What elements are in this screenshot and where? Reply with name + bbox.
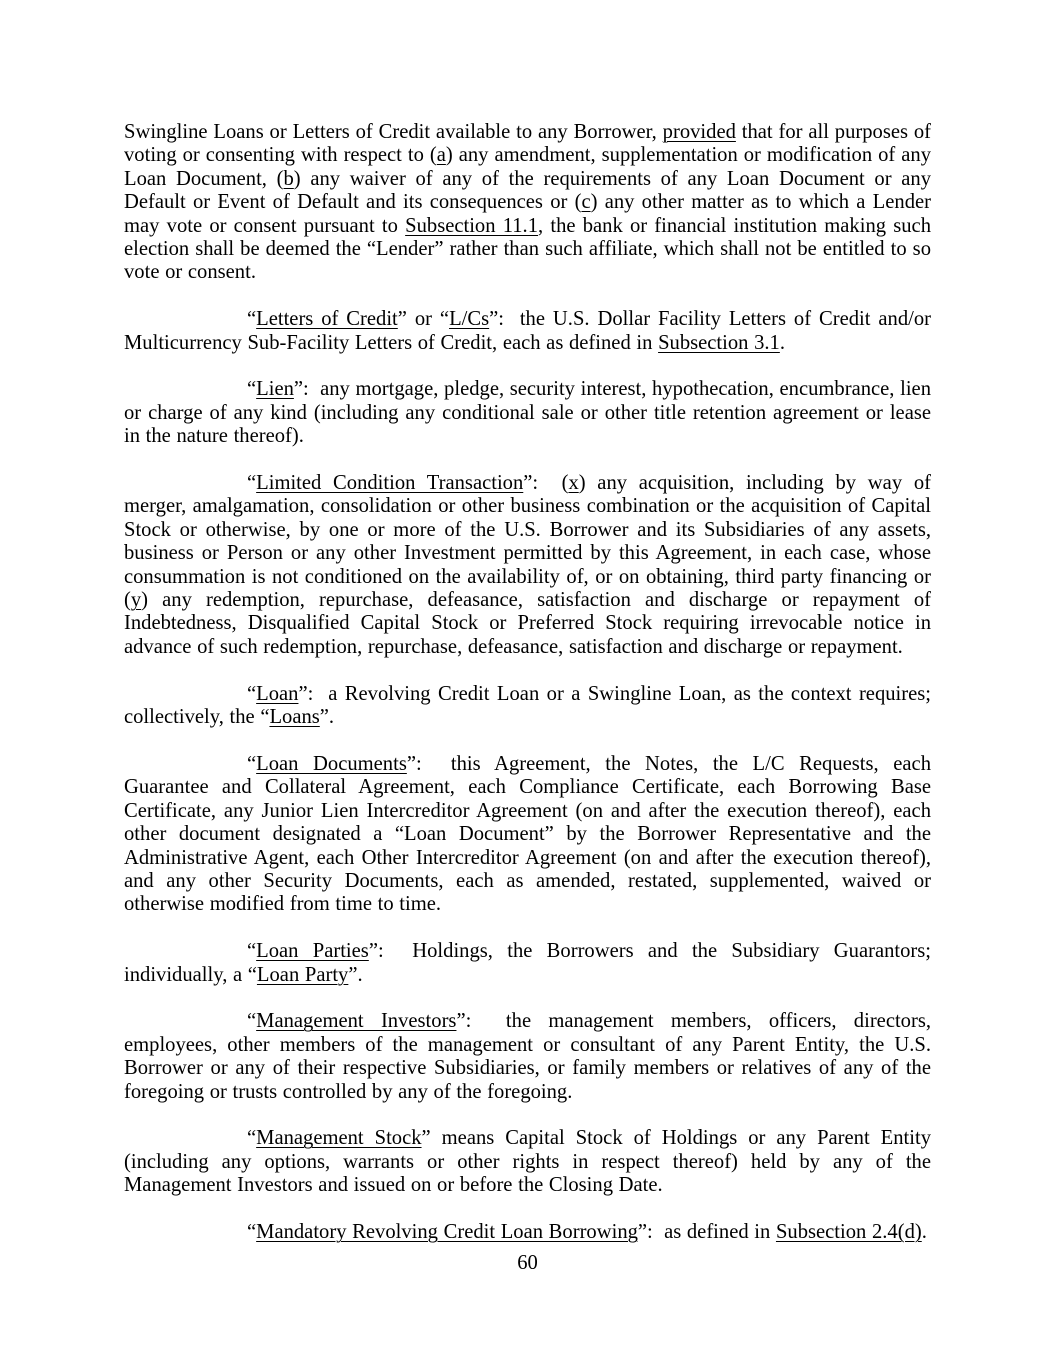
underlined-term: x — [568, 472, 579, 495]
text-run: ) any redemption, repurchase, defeasance, satisfaction and discharge or repayment of Indebtedness, Disqualified Capital Stock or Preferred Stock requiring irrevocable notice in advance of such redemption, repurchase, defeasance, satisfaction and discharge or repayment. — [124, 589, 931, 658]
underlined-term: y — [130, 589, 142, 612]
text-run: “ — [247, 1220, 257, 1243]
text-run: . — [779, 331, 785, 354]
underlined-term: c — [581, 191, 591, 214]
underlined-term: Letters of Credit — [256, 308, 398, 331]
text-run: Swingline Loans or Letters of Credit available to any Borrower, — [124, 121, 663, 143]
underlined-term: Loan — [256, 682, 299, 705]
text-run: . — [921, 1220, 927, 1243]
text-run: , the bank or financial institution making such election shall be deemed the “Lender” rather than such affiliate, which shall not be entitled to so vote or consent. — [124, 214, 931, 284]
underlined-term: Subsection 3.1 — [658, 331, 780, 354]
text-run: ”: this Agreement, the Notes, the L/C Requests, each Guarantee and Collateral Agreement, each Compliance Certificate, each Borrowing Base Certificate, any Junior Lien Intercreditor Agreement (on and after the execution thereof), each other document designated a “Loan Document” by the Borrower Representative and the Administrative Agent, each Other Intercreditor Agreement (on and after the execution thereof), and any other Security Documents, each as amended, restated, supplemented, waived or otherwise modified from time to time. — [124, 752, 931, 916]
text-run: ) any amendment, supplementation or modification of any Loan Document, ( — [124, 144, 931, 190]
underlined-term: Management Investors — [256, 1010, 457, 1033]
underlined-term: Subsection 11.1 — [405, 214, 538, 237]
underlined-term: Limited Condition Transaction — [256, 472, 524, 495]
paragraph-definition-letters-of-credit — [124, 308, 931, 355]
text-run: ”: the U.S. Dollar Facility Letters of Credit and/or Multicurrency Sub-Facility Letters of Credit, each as defined in — [124, 308, 931, 354]
text-run: ”: Holdings, the Borrowers and the Subsidiary Guarantors; individually, a “ — [124, 940, 932, 986]
paragraph-definition-loan — [124, 683, 931, 730]
paragraph-definition-loan-documents — [124, 753, 931, 917]
text-run: “ — [247, 1127, 257, 1150]
text-run: ”. — [348, 963, 363, 986]
text-run: ” or “ — [397, 308, 450, 331]
underlined-term: a — [436, 144, 446, 167]
underlined-term: Loans — [269, 706, 320, 729]
underlined-term: Mandatory Revolving Credit Loan Borrowing — [256, 1220, 638, 1243]
text-run: that for all purposes of voting or consenting with respect to ( — [124, 121, 932, 167]
text-run: ”: ( — [523, 472, 569, 495]
page-number: 60 — [517, 1252, 538, 1274]
underlined-term: L/Cs — [449, 308, 490, 331]
text-run: ”: the management members, officers, directors, employees, other members of the management or consultant of any Parent Entity, the U.S. Borrower or any of their respective Subsidiaries, or family members or relatives of any of the foregoing or trusts controlled by any of the foregoing. — [124, 1010, 931, 1103]
text-run: ) any acquisition, including by way of merger, amalgamation, consolidation or other business combination or the acquisition of Capital Stock or otherwise, by one or more of the U.S. Borrower and its Subsidiaries of any assets, business or Person or any other Investment permitted by this Agreement, in each case, whose consummation is not conditioned on the availability of, or on obtaining, third party financing or ( — [124, 472, 931, 612]
paragraph-definition-lien — [124, 378, 931, 448]
underlined-term: Loan Party — [256, 963, 349, 986]
paragraph-swingline-continuation — [124, 121, 931, 285]
underlined-term: Loan Parties — [256, 940, 369, 963]
text-run: ”. — [319, 706, 335, 729]
underlined-term: b — [283, 167, 294, 190]
text-run: “ — [247, 682, 257, 705]
paragraph-definition-management-stock — [124, 1127, 931, 1197]
paragraph-definition-management-investors — [124, 1010, 931, 1104]
text-run: ” means Capital Stock of Holdings or any Parent Entity (including any options, warrants or other rights in respect thereof) held by any of the Management Investors and issued on or before the Closing Date. — [124, 1127, 932, 1197]
text-run: ”: any mortgage, pledge, security interest, hypothecation, encumbrance, lien or charge of any kind (including any conditional sale or other title retention agreement or lease in the nature thereof). — [124, 378, 931, 448]
text-run: “ — [247, 308, 257, 331]
underlined-term: provided — [662, 121, 736, 143]
text-run: ) any other matter as to which a Lender may vote or consent pursuant to — [124, 191, 931, 237]
text-run: “ — [247, 378, 257, 401]
paragraph-definition-limited-condition-transaction — [124, 472, 931, 659]
text-run: ”: a Revolving Credit Loan or a Swingline Loan, as the context requires; collectively, the “ — [124, 682, 931, 729]
paragraph-definition-mandatory-revolving-credit-loan-borrowing — [124, 1221, 931, 1244]
underlined-term: Management Stock — [256, 1127, 422, 1150]
underlined-term: Subsection 2.4(d) — [775, 1220, 922, 1243]
document-body — [124, 121, 931, 1268]
paragraph-definition-loan-parties — [124, 940, 931, 987]
text-run: ) any waiver of any of the requirements of any Loan Document or any Default or Event of Default and its consequences or ( — [124, 167, 931, 214]
underlined-term: Lien — [256, 378, 294, 401]
underlined-term: Loan Documents — [256, 752, 407, 775]
text-run: “ — [247, 752, 257, 775]
text-run: “ — [247, 1010, 257, 1033]
text-run: ”: as defined in — [637, 1220, 776, 1243]
text-run: “ — [247, 940, 257, 963]
text-run: “ — [247, 472, 257, 495]
